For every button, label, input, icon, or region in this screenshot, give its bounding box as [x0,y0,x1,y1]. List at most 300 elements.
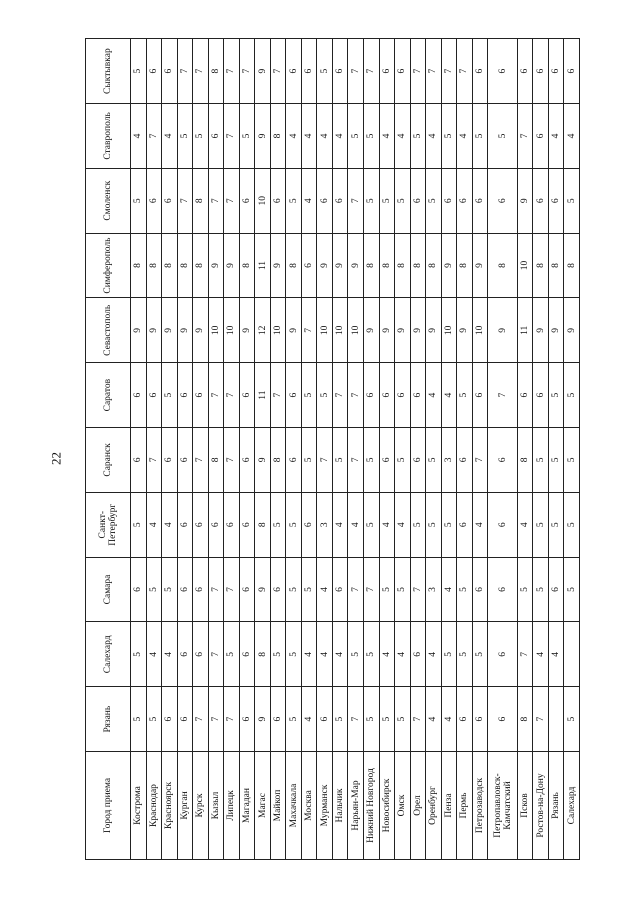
row-city-name: Красноярск [162,752,178,860]
table-cell: 6 [410,428,426,493]
table-cell: 6 [488,557,518,622]
table-cell: 5 [162,557,178,622]
table-cell: 7 [348,428,364,493]
table-cell: 7 [270,39,286,104]
table-cell: 9 [255,557,271,622]
table-cell: 5 [441,492,457,557]
table-cell: 6 [533,168,549,233]
table-cell: 7 [488,363,518,428]
table-cell: 8 [131,233,147,298]
page-number: 22 [48,452,64,465]
table-cell: 5 [395,168,411,233]
table-cell: 6 [146,168,162,233]
table-cell: 4 [146,492,162,557]
table-cell: 5 [564,687,580,752]
table-cell: 6 [270,687,286,752]
table-cell: 8 [564,233,580,298]
table-cell: 4 [301,622,317,687]
table-cell: 5 [410,492,426,557]
table-row [146,39,162,860]
table-cell: 7 [517,104,533,169]
table-cell: 6 [208,492,224,557]
table-cell: 6 [239,428,255,493]
table-cell: 4 [317,557,333,622]
table-cell: 7 [208,363,224,428]
table-cell: 5 [533,557,549,622]
table-row [564,39,580,860]
table-cell: 11 [517,298,533,363]
table-cell: 8 [457,233,473,298]
table-cell: 5 [410,104,426,169]
table-row [488,39,518,860]
table-cell: 4 [379,104,395,169]
table-cell: 7 [224,168,240,233]
table-cell: 9 [146,298,162,363]
table-cell: 6 [472,39,488,104]
row-city-name: Омск [395,752,411,860]
table-cell: 6 [177,428,193,493]
header-cell: Ставрополь [86,104,131,169]
header-city-of-reception: Город приема [86,752,131,860]
table-row [177,39,193,860]
table-row [517,39,533,860]
row-city-name: Махачкала [286,752,302,860]
row-city-name: Рязань [548,752,564,860]
table-cell: 7 [224,687,240,752]
table-cell: 5 [239,104,255,169]
row-city-name: Нижний Новгород [363,752,379,860]
table-cell: 7 [348,168,364,233]
table-cell: 5 [270,492,286,557]
table-cell: 5 [317,363,333,428]
table-cell: 4 [332,492,348,557]
table-cell: 7 [410,39,426,104]
table-cell: 3 [317,492,333,557]
table-cell: 6 [379,428,395,493]
table-cell: 9 [270,233,286,298]
table-cell: 6 [379,363,395,428]
table-cell: 9 [472,233,488,298]
table-cell: 5 [270,622,286,687]
table-row [224,39,240,860]
table-cell: 5 [348,622,364,687]
row-city-name: Салехард [564,752,580,860]
table-cell: 5 [146,557,162,622]
table-cell: 5 [363,687,379,752]
table-cell: 7 [426,39,442,104]
table-row [441,39,457,860]
table-cell: 5 [363,622,379,687]
table-cell: 6 [332,168,348,233]
table-cell: 6 [301,492,317,557]
table-cell: 12 [255,298,271,363]
row-city-name: Нарьян-Мар [348,752,364,860]
table-cell: 4 [457,104,473,169]
table-cell: 5 [379,168,395,233]
table-cell: 6 [332,39,348,104]
table-cell: 9 [488,298,518,363]
table-cell: 8 [255,622,271,687]
table-cell: 8 [517,687,533,752]
table-cell: 9 [410,298,426,363]
header-cell: Самара [86,557,131,622]
table-cell: 7 [177,39,193,104]
table-cell: 9 [286,298,302,363]
table-row [426,39,442,860]
table-cell: 11 [255,233,271,298]
table-row [131,39,147,860]
table-cell: 6 [517,363,533,428]
table-row [395,39,411,860]
table-cell: 6 [239,557,255,622]
table-cell: 8 [363,233,379,298]
table-cell: 5 [533,428,549,493]
table-cell: 5 [301,428,317,493]
table-cell: 7 [348,363,364,428]
table-cell: 7 [208,168,224,233]
table-cell [564,622,580,687]
table-cell: 8 [255,492,271,557]
table-cell: 6 [488,622,518,687]
table-cell: 6 [488,39,518,104]
table-header-row [86,39,131,860]
table-cell: 7 [146,104,162,169]
table-cell: 7 [301,298,317,363]
table-cell: 4 [395,104,411,169]
table-cell: 9 [395,298,411,363]
table-cell: 6 [162,428,178,493]
table-cell: 5 [363,168,379,233]
table-row [363,39,379,860]
table-cell: 7 [224,104,240,169]
table-cell: 5 [426,492,442,557]
row-city-name: Ростов-на-Дону [533,752,549,860]
table-cell: 4 [548,622,564,687]
table-cell: 4 [317,622,333,687]
table-cell: 6 [441,168,457,233]
table-cell: 4 [395,622,411,687]
row-city-name: Краснодар [146,752,162,860]
table-cell: 8 [239,233,255,298]
table-cell: 6 [472,168,488,233]
row-city-name: Орел [410,752,426,860]
row-city-name: Курск [193,752,209,860]
row-city-name: Магадан [239,752,255,860]
table-cell: 5 [395,687,411,752]
table-cell: 6 [177,687,193,752]
table-cell: 7 [224,39,240,104]
row-city-name: Мурманск [317,752,333,860]
table-cell: 5 [548,428,564,493]
table-cell: 3 [426,557,442,622]
table-cell: 6 [270,168,286,233]
table-cell: 7 [410,557,426,622]
table-cell [548,687,564,752]
row-city-name: Москва [301,752,317,860]
table-cell: 5 [301,363,317,428]
table-cell: 4 [426,104,442,169]
table-cell: 6 [548,39,564,104]
table-cell: 6 [239,622,255,687]
table-cell: 6 [239,492,255,557]
table-cell: 6 [517,39,533,104]
table-cell: 5 [564,492,580,557]
table-cell: 6 [239,363,255,428]
table-cell: 9 [517,168,533,233]
header-cell: Смоленск [86,168,131,233]
table-cell: 5 [564,557,580,622]
table-row [270,39,286,860]
table-cell: 5 [332,428,348,493]
table-cell: 6 [395,39,411,104]
table-cell: 7 [177,168,193,233]
table-cell: 5 [162,363,178,428]
row-city-name: Майкоп [270,752,286,860]
table-cell: 4 [472,492,488,557]
table-cell: 7 [224,428,240,493]
table-cell: 10 [348,298,364,363]
table-cell: 7 [146,428,162,493]
table-cell: 5 [224,622,240,687]
table-cell: 6 [162,39,178,104]
table-cell: 10 [317,298,333,363]
table-cell: 5 [457,557,473,622]
table-cell: 4 [441,557,457,622]
header-cell: Саратов [86,363,131,428]
table-row [193,39,209,860]
table-cell: 6 [332,557,348,622]
table-cell: 6 [548,168,564,233]
table-cell: 10 [441,298,457,363]
table-cell: 5 [564,428,580,493]
table-cell: 9 [317,233,333,298]
table-cell: 8 [517,428,533,493]
rotated-table-container [85,40,580,860]
table-row [208,39,224,860]
table-cell: 6 [472,363,488,428]
table-cell: 6 [146,39,162,104]
table-cell: 10 [208,298,224,363]
table-cell: 7 [193,428,209,493]
table-cell: 5 [457,363,473,428]
table-cell: 7 [348,687,364,752]
table-cell: 6 [193,492,209,557]
table-cell: 6 [379,39,395,104]
header-cell: Саранск [86,428,131,493]
table-cell: 5 [395,557,411,622]
table-cell: 9 [379,298,395,363]
table-cell: 8 [533,233,549,298]
table-cell: 8 [193,168,209,233]
table-cell: 5 [488,104,518,169]
table-cell: 5 [146,687,162,752]
table-cell: 5 [564,363,580,428]
table-cell: 4 [131,104,147,169]
table-cell: 5 [472,622,488,687]
table-cell: 7 [410,687,426,752]
table-cell: 6 [177,622,193,687]
table-cell: 7 [348,557,364,622]
table-row [286,39,302,860]
table-cell: 6 [146,363,162,428]
table-cell: 7 [270,363,286,428]
table-cell: 6 [533,363,549,428]
table-cell: 5 [426,168,442,233]
table-cell: 5 [548,363,564,428]
table-cell: 4 [379,622,395,687]
table-cell: 10 [224,298,240,363]
table-row [548,39,564,860]
table-row [533,39,549,860]
table-cell: 6 [410,363,426,428]
table-cell: 9 [457,298,473,363]
table-cell: 6 [457,687,473,752]
table-cell: 9 [332,233,348,298]
table-cell: 6 [224,492,240,557]
table-cell: 5 [286,168,302,233]
table-row [472,39,488,860]
table-cell: 4 [286,104,302,169]
table-cell: 6 [548,557,564,622]
table-cell: 5 [177,104,193,169]
table-cell: 5 [131,687,147,752]
table-cell: 8 [177,233,193,298]
table-row [162,39,178,860]
table-cell: 8 [146,233,162,298]
table-cell: 7 [224,557,240,622]
table-cell: 5 [564,168,580,233]
table-cell: 4 [548,104,564,169]
table-cell: 6 [239,687,255,752]
table-cell: 6 [177,363,193,428]
table-cell: 7 [533,687,549,752]
header-cell: Санкт-Петербург [86,492,131,557]
table-cell: 6 [162,687,178,752]
row-city-name: Новосибирск [379,752,395,860]
table-cell: 9 [255,687,271,752]
table-cell: 6 [286,363,302,428]
table-cell: 11 [255,363,271,428]
table-cell: 8 [208,39,224,104]
table-cell: 5 [301,557,317,622]
table-cell: 5 [363,104,379,169]
table-cell: 6 [131,428,147,493]
table-cell: 5 [363,492,379,557]
table-cell: 6 [177,557,193,622]
table-cell: 9 [426,298,442,363]
row-city-name: Кызыл [208,752,224,860]
table-cell: 7 [441,39,457,104]
header-cell: Сыктывкар [86,39,131,104]
table-cell: 10 [517,233,533,298]
row-city-name: Липецк [224,752,240,860]
table-cell: 6 [301,39,317,104]
table-cell: 6 [457,428,473,493]
table-cell: 9 [348,233,364,298]
table-cell: 5 [472,104,488,169]
table-cell: 6 [317,168,333,233]
table-cell: 5 [395,428,411,493]
table-cell: 8 [162,233,178,298]
table-cell: 6 [301,233,317,298]
table-cell: 6 [131,557,147,622]
table-row [410,39,426,860]
table-row [348,39,364,860]
table-cell: 6 [472,557,488,622]
table-cell: 5 [348,104,364,169]
table-cell: 9 [533,298,549,363]
row-city-name: Курган [177,752,193,860]
table-cell: 8 [410,233,426,298]
table-cell: 5 [286,557,302,622]
table-cell: 9 [131,298,147,363]
table-cell: 8 [286,233,302,298]
table-cell: 9 [177,298,193,363]
table-cell: 5 [286,687,302,752]
table-cell: 4 [317,104,333,169]
table-cell: 10 [472,298,488,363]
table-cell: 4 [301,168,317,233]
table-cell: 9 [255,39,271,104]
travel-time-table [85,38,580,860]
table-cell: 7 [332,363,348,428]
table-cell: 8 [426,233,442,298]
table-cell: 4 [564,104,580,169]
table-cell: 7 [348,39,364,104]
table-cell: 3 [441,428,457,493]
table-cell: 4 [426,622,442,687]
table-cell: 7 [224,363,240,428]
table-cell: 6 [457,168,473,233]
table-cell: 5 [286,492,302,557]
table-cell: 5 [332,687,348,752]
table-cell: 5 [131,39,147,104]
table-cell: 10 [255,168,271,233]
table-cell: 5 [131,168,147,233]
table-cell: 6 [488,168,518,233]
table-row [457,39,473,860]
table-cell: 7 [239,39,255,104]
table-cell: 5 [533,492,549,557]
table-cell: 6 [131,363,147,428]
table-cell: 9 [255,104,271,169]
table-cell: 5 [379,687,395,752]
table-cell: 6 [457,492,473,557]
table-cell: 4 [146,622,162,687]
table-row [379,39,395,860]
table-cell: 7 [517,622,533,687]
table-cell: 6 [410,622,426,687]
table-cell: 8 [548,233,564,298]
table-cell: 4 [348,492,364,557]
table-row [239,39,255,860]
table-cell: 8 [193,233,209,298]
table-row [255,39,271,860]
table-cell: 8 [395,233,411,298]
table-cell: 7 [317,428,333,493]
row-city-name: Пермь [457,752,473,860]
table-cell: 8 [208,428,224,493]
table-cell: 6 [410,168,426,233]
table-cell: 5 [317,39,333,104]
table-cell: 6 [488,687,518,752]
row-city-name: Петропавловск-Камчатский [488,752,518,860]
table-cell: 7 [208,557,224,622]
table-cell: 7 [208,687,224,752]
table-cell: 4 [301,687,317,752]
table-cell: 6 [472,687,488,752]
table-cell: 4 [332,104,348,169]
